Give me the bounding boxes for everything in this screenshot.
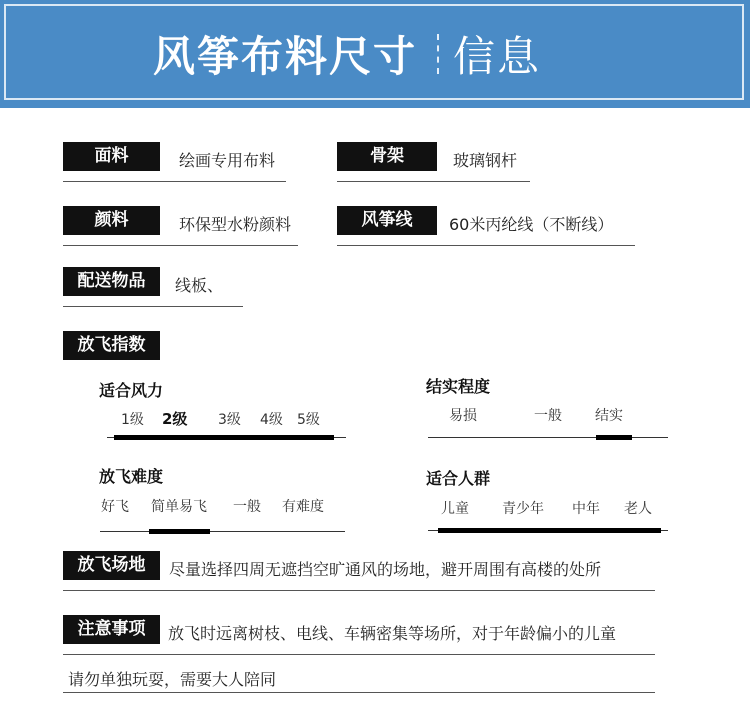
difficulty-scale-line	[100, 531, 345, 532]
venue-rule	[63, 590, 655, 591]
sturdiness-title: 结实程度	[426, 377, 491, 396]
notice-rule-2	[63, 692, 655, 693]
sturdiness-option-selected: 结实	[595, 408, 623, 424]
difficulty-title: 放飞难度	[99, 467, 164, 486]
header-banner	[0, 0, 750, 108]
notice-rule-1	[63, 654, 655, 655]
difficulty-option: 有难度	[282, 499, 324, 515]
flying-index-label: 放飞指数	[63, 331, 160, 360]
extras-label: 配送物品	[63, 267, 160, 296]
wind-option: 4级	[260, 412, 283, 428]
notice-line-1: 放飞时远离树枝、电线、车辆密集等场所，对于年龄偏小的儿童	[168, 624, 617, 643]
wind-scale-fill	[114, 435, 334, 440]
wind-option: 5级	[297, 412, 320, 428]
sturdiness-scale-line	[428, 437, 668, 438]
difficulty-scale-fill	[149, 529, 210, 534]
paint-rule	[63, 245, 298, 246]
venue-value: 尽量选择四周无遮挡空旷通风的场地，避开周围有高楼的处所	[169, 560, 602, 579]
fabric-value: 绘画专用布料	[179, 151, 276, 170]
frame-label: 骨架	[337, 142, 437, 171]
difficulty-option-selected: 简单易飞	[151, 499, 207, 515]
sturdiness-option: 一般	[534, 408, 562, 424]
audience-title: 适合人群	[426, 469, 491, 488]
sturdiness-option: 易损	[449, 408, 477, 424]
banner-title: 风筝布料尺寸	[153, 32, 418, 81]
fabric-rule	[63, 181, 286, 182]
difficulty-option: 好飞	[101, 499, 129, 515]
wind-option: 3级	[218, 412, 241, 428]
audience-scale-fill	[438, 528, 661, 533]
sturdiness-scale-fill	[596, 435, 632, 440]
wind-option-highlighted: 2级	[162, 410, 188, 428]
wind-option: 1级	[121, 412, 144, 428]
extras-rule	[63, 306, 243, 307]
frame-value: 玻璃钢杆	[453, 151, 518, 170]
extras-value: 线板、	[175, 276, 224, 295]
fabric-label: 面料	[63, 142, 160, 171]
audience-option: 青少年	[502, 501, 544, 517]
notice-line-2: 请勿单独玩耍，需要大人陪同	[68, 670, 277, 689]
audience-option: 老人	[624, 501, 652, 517]
paint-value: 环保型水粉颜料	[179, 215, 292, 234]
venue-label: 放飞场地	[63, 551, 160, 580]
audience-option: 中年	[572, 501, 600, 517]
audience-option: 儿童	[441, 501, 469, 517]
kite-line-rule	[337, 245, 635, 246]
kite-line-value: 60米丙纶线（不断线）	[449, 215, 614, 234]
banner-subtitle: 信息	[453, 32, 542, 81]
wind-title: 适合风力	[99, 381, 164, 400]
banner-divider	[437, 34, 439, 74]
difficulty-option: 一般	[233, 499, 261, 515]
kite-line-label: 风筝线	[337, 206, 437, 235]
paint-label: 颜料	[63, 206, 160, 235]
notice-label: 注意事项	[63, 615, 160, 644]
frame-rule	[337, 181, 530, 182]
